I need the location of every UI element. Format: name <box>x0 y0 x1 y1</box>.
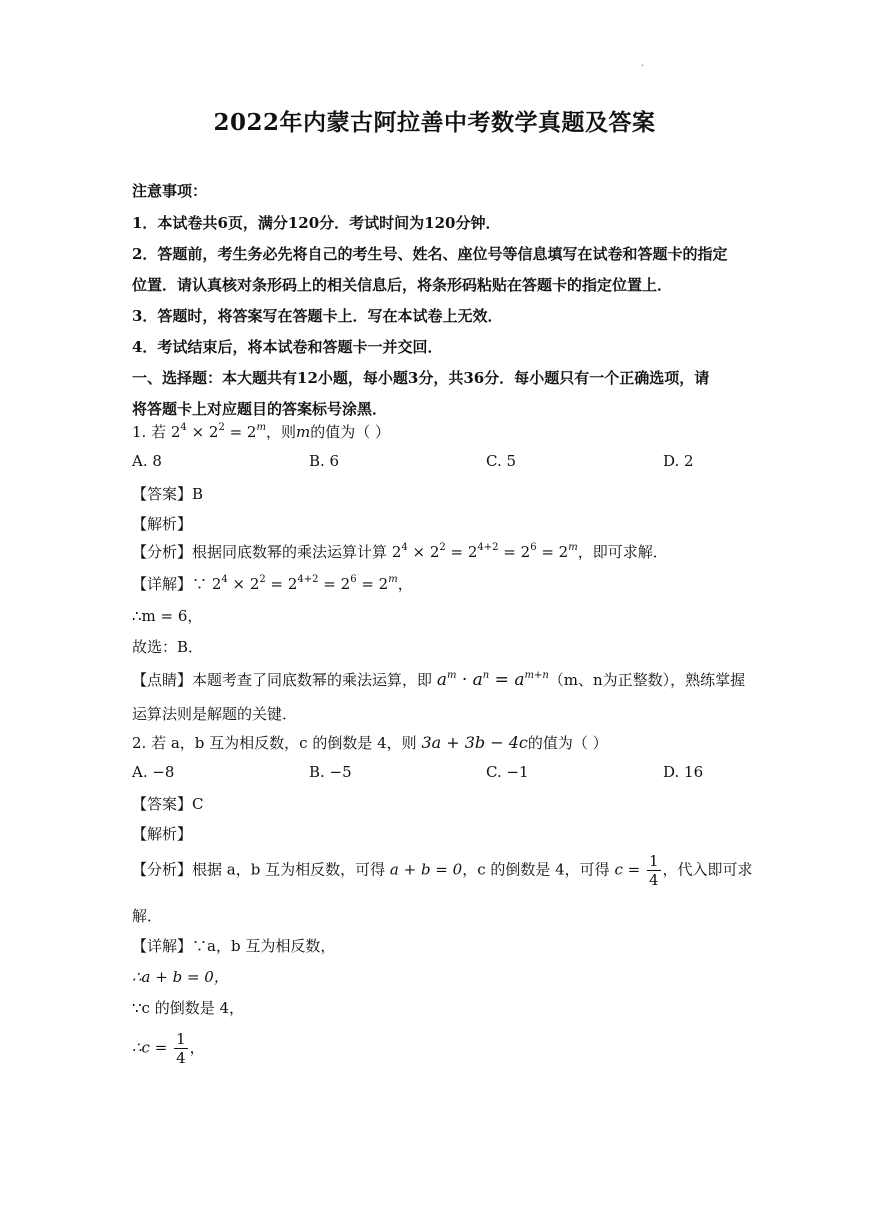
notice-item-3: 3．答题时，将答案写在答题卡上．写在本试卷上无效． <box>132 307 503 325</box>
notice-item-2: 2．答题前，考生务必先将自己的考生号、姓名、座位号等信息填写在试卷和答题卡的指定 <box>132 245 728 263</box>
q1-detail <box>132 573 413 594</box>
document-title: 2022年内蒙古阿拉善中考数学真题及答案 <box>213 109 656 136</box>
q2-prefix: 2. 若 a，b 互为相反数，c 的倒数是 4，则 <box>132 734 417 752</box>
q1-dianjing-expression: $a^m \cdot a^n = a^{m+n}$ <box>436 670 549 690</box>
q2-step-3 <box>132 1030 205 1067</box>
q1-option-a: A. 8 <box>132 452 162 470</box>
q2-fenxi-label: 【分析】 <box>132 860 193 879</box>
q2-fenxi-expression-1: a + b = 0 <box>389 860 463 879</box>
q1-analysis-label: 【解析】 <box>132 515 193 533</box>
q1-choice: 故选：B． <box>132 638 204 656</box>
notice-item-2-cont: 位置．请认真核对条形码上的相关信息后，将条形码粘贴在答题卡的指定位置上． <box>132 276 673 294</box>
q1-suffix: ，则 <box>265 423 296 441</box>
q1-expression: $2^4 \times 2^2 = 2^m$ <box>170 422 266 441</box>
question-1-stem <box>132 421 390 442</box>
q1-option-b: B. 6 <box>309 452 340 470</box>
question-2-stem <box>132 732 608 753</box>
q2-option-d: D. 16 <box>663 763 704 781</box>
q1-fenxi-text: 根据同底数幂的乘法运算计算 <box>192 543 388 561</box>
q1-detail-comma: ， <box>397 575 413 593</box>
q2-step-3-prefix: ∴c = <box>132 1038 168 1057</box>
q2-option-b: B. −5 <box>309 763 352 781</box>
q2-analysis-label: 【解析】 <box>132 825 193 843</box>
because-symbol: ∵ <box>192 575 208 593</box>
q1-option-c: C. 5 <box>486 452 517 470</box>
q2-fenxi-tail: ，代入即可求 <box>662 860 753 879</box>
q1-dianjing-tail: （m、n为正整数），熟练掌握 <box>548 671 746 689</box>
q2-fenxi-c-eq: c = <box>614 860 641 879</box>
q1-note <box>132 669 745 690</box>
q1-analysis <box>132 541 668 562</box>
q2-answer: 【答案】C <box>132 795 204 813</box>
q2-step-3-fraction <box>174 1030 188 1067</box>
q2-fenxi-text-2: ，c 的倒数是 4，可得 <box>462 860 610 879</box>
q2-analysis <box>132 852 753 889</box>
q2-option-c: C. −1 <box>486 763 529 781</box>
notice-item-4: 4．考试结束后，将本试卷和答题卡一并交回． <box>132 338 443 356</box>
q1-dianjing-text: 本题考查了同底数幂的乘法运算，即 <box>192 671 433 689</box>
q2-xiangjie-text: ∵a，b 互为相反数， <box>192 937 336 955</box>
q2-option-a: A. −8 <box>132 763 175 781</box>
q2-xiangjie-label: 【详解】 <box>132 937 193 955</box>
q2-step-2: ∵c 的倒数是 4， <box>132 999 245 1017</box>
q1-prefix: 1. 若 <box>132 423 167 441</box>
corner-mark: . <box>641 58 645 69</box>
fraction-numerator: 1 <box>649 852 659 870</box>
section-heading-line-2: 将答题卡上对应题目的答案标号涂黑． <box>132 400 388 418</box>
notice-item-1: 1．本试卷共6页，满分120分．考试时间为120分钟． <box>132 214 501 232</box>
q1-answer: 【答案】B <box>132 485 204 503</box>
fraction-numerator: 1 <box>176 1030 186 1048</box>
q1-fenxi-label: 【分析】 <box>132 543 193 561</box>
q2-detail <box>132 935 335 956</box>
section-heading-line-1: 一、选择题：本大题共有12小题，每小题3分，共36分．每小题只有一个正确选项，请 <box>132 369 710 387</box>
q2-step-3-tail: ， <box>189 1038 205 1057</box>
q1-fenxi-expression: $2^4 \times 2^2 = 2^{4+2} = 2^6 = 2^m$ <box>391 542 578 561</box>
q1-detail-expression: $2^4 \times 2^2 = 2^{4+2} = 2^6 = 2^m$ <box>211 574 398 593</box>
q1-option-d: D. 2 <box>663 452 694 470</box>
q2-tail: 的值为（ ） <box>527 734 608 752</box>
fraction-denominator: 4 <box>649 871 659 889</box>
q2-fenxi-fraction <box>647 852 661 889</box>
q2-analysis-line-2: 解． <box>132 907 163 925</box>
q1-dianjing-label: 【点睛】 <box>132 671 193 689</box>
q2-step-1: ∴a + b = 0， <box>132 968 229 986</box>
q1-var-m: m <box>295 423 311 441</box>
q1-fenxi-tail: ，即可求解． <box>577 543 668 561</box>
q1-therefore: ∴m = 6， <box>132 607 203 625</box>
q2-expression: 3a + 3b − 4c <box>421 733 528 752</box>
fraction-denominator: 4 <box>176 1049 186 1067</box>
notice-heading: 注意事项： <box>132 182 208 200</box>
q1-xiangjie-label: 【详解】 <box>132 575 193 593</box>
q1-note-line-2: 运算法则是解题的关键． <box>132 705 298 723</box>
q1-tail: 的值为（ ） <box>310 423 390 441</box>
q2-fenxi-text-1: 根据 a，b 互为相反数，可得 <box>192 860 386 879</box>
